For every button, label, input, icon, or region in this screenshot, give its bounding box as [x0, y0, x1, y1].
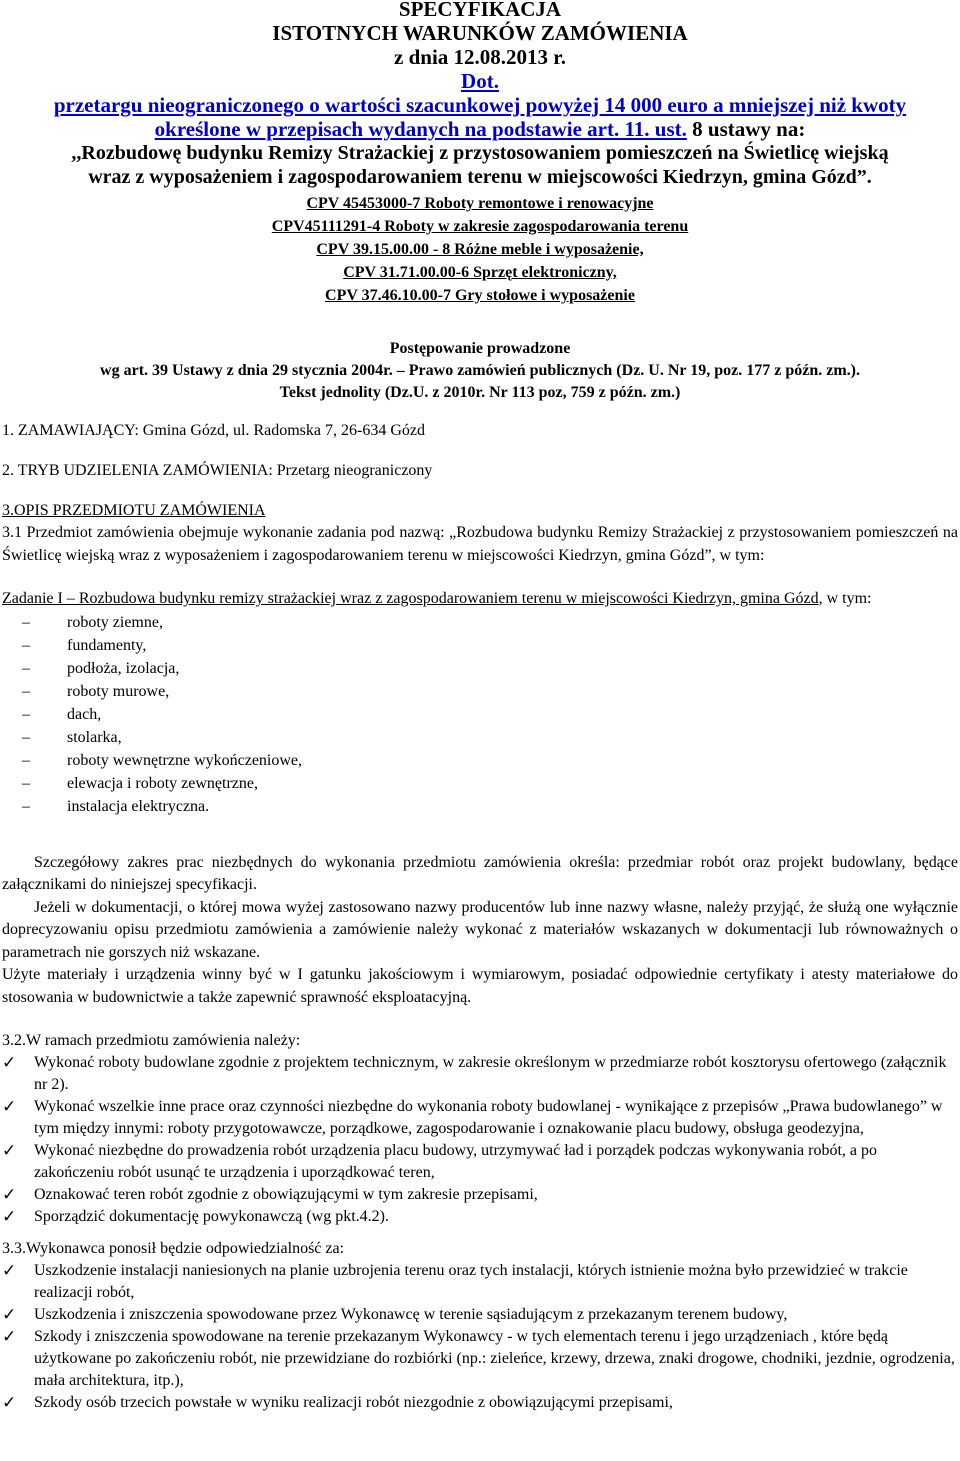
list-item-text: stolarka,: [67, 728, 122, 746]
list-item-text: Wykonać roboty budowlane zgodnie z projektem technicznym, w zakresie określonym w przedmiarze robót kosztorysu ofertowego (załącznik nr 2).: [34, 1054, 947, 1093]
dash-marker: –: [22, 728, 30, 746]
list-item-text: Wykonać wszelkie inne prace oraz czynności niezbędne do wykonania roboty budowlanej - wynikające z przepisów „Prawa budowlanego” w tym między innymi: roboty przygotowawcze, porządkowe, zagospodarowanie i oznakowanie placu budowy, obsługa geodezyjna,: [34, 1098, 943, 1137]
list-item: [2, 1052, 958, 1096]
list-item: [2, 1392, 958, 1414]
cpv-code: CPV 37.46.10.00-7 Gry stołowe i wyposażenie: [325, 287, 635, 304]
list-item-text: elewacja i roboty zewnętrzne,: [67, 774, 259, 792]
paragraph-scope: Szczegółowy zakres prac niezbędnych do wykonania przedmiotu zamówienia określa: przedmiar robót oraz projekt budowlany, będące załącznikami do niniejszej specyfikacji.: [2, 853, 958, 893]
paragraph-materials: Użyte materiały i urządzenia winny być w I gatunku jakościowym i wymiarowym, posiadać odpowiednie certyfikaty i atesty materiałowe do stosowania w budownictwie a także zapewnić sprawność eksploatacyjną.: [2, 966, 958, 1006]
list-item-text: Uszkodzenie instalacji naniesionych na planie uzbrojenia terenu oraz tych instalacji, których istnienie można było przewidzieć w trakcie realizacji robót,: [34, 1262, 908, 1301]
list-item: [2, 1326, 958, 1392]
section-3-2-list: [2, 1052, 958, 1228]
list-item-text: roboty ziemne,: [67, 613, 163, 631]
list-item: [22, 795, 958, 818]
section-2-tryb: 2. TRYB UDZIELENIA ZAMÓWIENIA: Przetarg nieograniczony: [2, 462, 433, 479]
list-item-text: Szkody i zniszczenia spowodowane na terenie przekazanym Wykonawcy - w tych elementach terenu i jego urządzeniach , które będą użytkowane po zakończeniu robót, nie przewidziane do rozbiórki (np.: zieleńce, krzewy, drzewa, znaki drogowe, chodniki, jezdnie, ogrodzenia, mała architektura, itp.),: [34, 1328, 955, 1389]
list-item: [2, 1140, 958, 1184]
list-item-text: roboty murowe,: [67, 682, 170, 700]
document-header: [2, 0, 958, 189]
section-1-zamawiajacy: 1. ZAMAWIAJĄCY: Gmina Gózd, ul. Radomska 7, 26-634 Gózd: [2, 422, 425, 439]
checkmark-icon: ✓: [2, 1097, 17, 1116]
paragraph-producer-names: Jeżeli w dokumentacji, o której mowa wyżej zastosowano nazwy producentów lub inne nazwy własne, należy przyjąć, że służą one wyłącznie doprecyzowaniu opisu przedmiotu zamówienia a zamówienie należy wykonać z materiałów wskazanych w dokumentacji lub równoważnych o parametrach nie gorszych niż wskazane.: [2, 898, 958, 961]
cpv-code: CPV 39.15.00.00 - 8 Różne meble i wyposażenie,: [316, 241, 644, 258]
tender-line-2-rest: 8 ustawy na:: [686, 117, 806, 141]
list-item: [22, 634, 958, 657]
list-item-text: roboty wewnętrzne wykończeniowe,: [67, 751, 303, 769]
title-specyfikacja: SPECYFIKACJA: [398, 0, 562, 21]
list-item: [22, 657, 958, 680]
subject-line-1: ,,Rozbudowę budynku Remizy Strażackiej z przystosowaniem pomieszczeń na Świetlicę wiejską: [71, 142, 889, 164]
zadanie-1-title: Zadanie I – Rozbudowa budynku remizy strażackiej wraz z zagospodarowaniem terenu w miejscowości Kiedrzyn, gmina Gózd: [2, 590, 819, 607]
section-3-2-heading: 3.2.W ramach przedmiotu zamówienia należy:: [2, 1032, 301, 1049]
list-item-text: Oznakować teren robót zgodnie z obowiązującymi w tym zakresie przepisami,: [34, 1186, 538, 1203]
section-3-heading: 3.OPIS PRZEDMIOTU ZAMÓWIENIA: [2, 502, 266, 519]
list-item: [2, 1096, 958, 1140]
works-list: [2, 611, 958, 818]
list-item: [22, 749, 958, 772]
procedure-line-1: wg art. 39 Ustawy z dnia 29 stycznia 2004r. – Prawo zamówień publicznych (Dz. U. Nr 19, poz. 177 z późn. zm.).: [100, 362, 860, 379]
list-item: [2, 1184, 958, 1206]
dot-label: Dot.: [461, 69, 499, 93]
title-warunkow: ISTOTNYCH WARUNKÓW ZAMÓWIENIA: [272, 21, 688, 45]
cpv-code: CPV45111291-4 Roboty w zakresie zagospodarowania terenu: [271, 218, 689, 235]
section-3-3-list: [2, 1260, 958, 1414]
list-item: [2, 1260, 958, 1304]
cpv-code: CPV 45453000-7 Roboty remontowe i renowacyjne: [306, 195, 654, 212]
dash-marker: –: [22, 636, 30, 654]
paragraph-3-1: 3.1 Przedmiot zamówienia obejmuje wykonanie zadania pod nazwą: „Rozbudowa budynku Remizy Strażackiej z przystosowaniem pomieszczeń na Świetlicę wiejską wraz z wyposażeniem i zagospodarowaniem terenu w miejscowości Kiedrzyn, gmina Gózd”, w tym:: [2, 524, 958, 564]
list-item-text: instalacja elektryczna.: [67, 797, 210, 815]
list-item: [22, 726, 958, 749]
list-item-text: dach,: [67, 705, 102, 723]
checkmark-icon: ✓: [2, 1393, 17, 1412]
document-date: z dnia 12.08.2013 r.: [394, 45, 566, 69]
cpv-code-list: [2, 193, 958, 306]
checkmark-icon: ✓: [2, 1327, 17, 1346]
tender-line-2: [2, 117, 958, 141]
list-item-text: podłoża, izolacja,: [67, 659, 180, 677]
subject-line-2: wraz z wyposażeniem i zagospodarowaniem terenu w miejscowości Kiedrzyn, gmina Gózd”.: [88, 166, 872, 188]
dash-marker: –: [22, 682, 30, 700]
list-item-text: fundamenty,: [67, 636, 147, 654]
procedure-line-2: Tekst jednolity (Dz.U. z 2010r. Nr 113 poz, 759 z późn. zm.): [279, 384, 681, 401]
list-item-text: Szkody osób trzecich powstałe w wyniku realizacji robót niezgodnie z obowiązującymi przepisami,: [34, 1394, 673, 1411]
section-3-3-heading: 3.3.Wykonawca ponosił będzie odpowiedzialność za:: [2, 1240, 345, 1257]
dash-marker: –: [22, 613, 30, 631]
dash-marker: –: [22, 774, 30, 792]
list-item-text: Wykonać niezbędne do prowadzenia robót urządzenia placu budowy, utrzymywać ład i porządek podczas wykonywania robót, a po zakończeniu robót usunąć te urządzenia i uporządkować teren,: [34, 1142, 878, 1181]
list-item: [22, 772, 958, 795]
list-item-text: Sporządzić dokumentację powykonawczą (wg pkt.4.2).: [34, 1208, 389, 1225]
checkmark-icon: ✓: [2, 1261, 17, 1280]
dash-marker: –: [22, 797, 30, 815]
checkmark-icon: ✓: [2, 1207, 17, 1226]
procedure-block: [2, 338, 958, 403]
procedure-heading: Postępowanie prowadzone: [389, 340, 571, 357]
cpv-code: CPV 31.71.00.00-6 Sprzęt elektroniczny,: [343, 264, 617, 281]
dash-marker: –: [22, 751, 30, 769]
checkmark-icon: ✓: [2, 1305, 17, 1324]
checkmark-icon: ✓: [2, 1141, 17, 1160]
list-item: [22, 680, 958, 703]
list-item-text: Uszkodzenia i zniszczenia spowodowane przez Wykonawcę w terenie sąsiadującym z przekazanym terenem budowy,: [34, 1306, 788, 1323]
list-item: [22, 703, 958, 726]
checkmark-icon: ✓: [2, 1185, 17, 1204]
checkmark-icon: ✓: [2, 1053, 17, 1072]
zadanie-1: [2, 588, 958, 611]
list-item: [2, 1304, 958, 1326]
dash-marker: –: [22, 705, 30, 723]
tender-line-1: przetargu nieograniczonego o wartości szacunkowej powyżej 14 000 euro a mniejszej niż kwoty: [53, 93, 907, 117]
zadanie-1-suffix: , w tym:: [818, 590, 872, 607]
tender-line-2-link: określone w przepisach wydanych na podstawie art. 11. ust.: [154, 117, 687, 141]
list-item: [22, 611, 958, 634]
list-item: [2, 1206, 958, 1228]
dash-marker: –: [22, 659, 30, 677]
